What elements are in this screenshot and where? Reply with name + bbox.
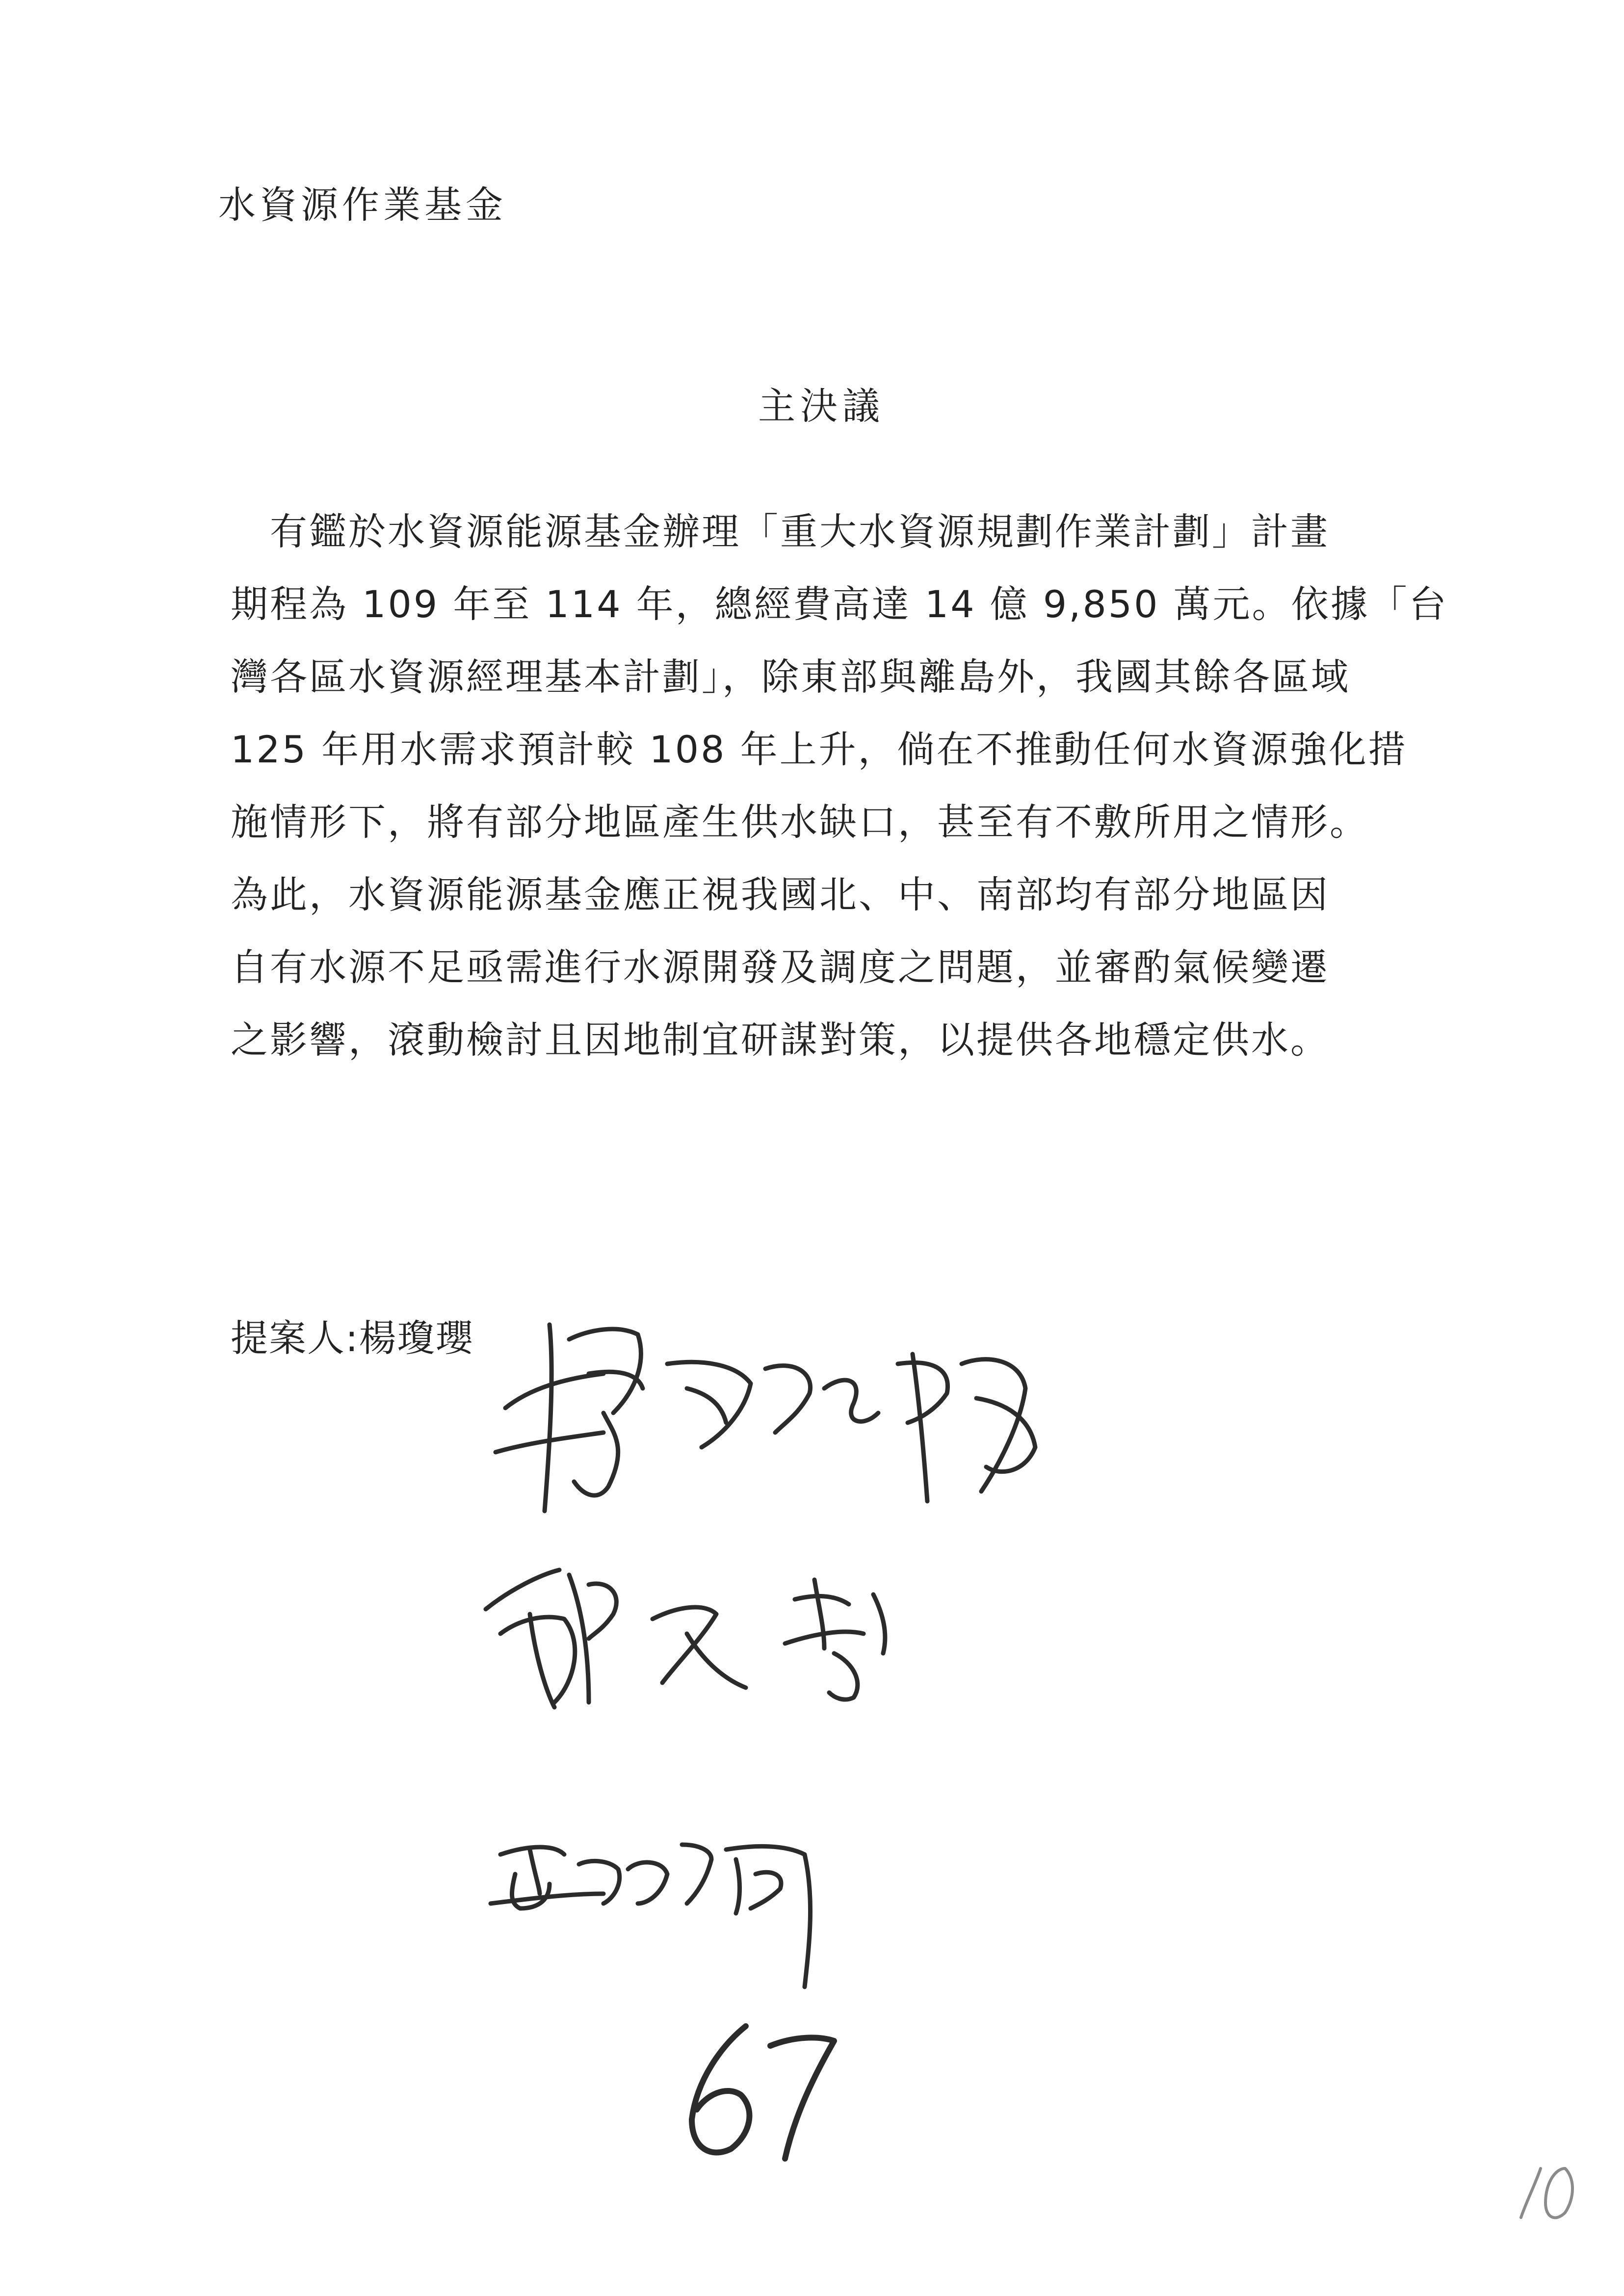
body-line: 之影響，滾動檢討且因地制宜研謀對策，以提供各地穩定供水。 — [231, 1018, 1330, 1062]
handwritten-corner-number — [1521, 2168, 1572, 2218]
resolution-title: 主決議 — [758, 384, 885, 428]
body-line: 灣各區水資源經理基本計劃」，除東部與離島外，我國其餘各區域 — [231, 655, 1350, 699]
body-line: 為此，水資源能源基金應正視我國北、中、南部均有部分地區因 — [231, 873, 1330, 916]
signature-3 — [491, 1845, 811, 1987]
body-line: 期程為 109 年至 114 年，總經費高達 14 億 9,850 萬元。依據「台 — [231, 582, 1448, 626]
body-line: 125 年用水需求預計較 108 年上升，倘在不推動任何水資源強化措 — [231, 728, 1408, 771]
body-line: 有鑑於水資源能源基金辦理「重大水資源規劃作業計劃」計畫 — [231, 510, 1330, 553]
body-line: 自有水源不足亟需進行水源開發及調度之問題，並審酌氣候變遷 — [231, 945, 1330, 989]
signature-2 — [486, 1570, 885, 1707]
proposer-name: 楊瓊瓔 — [359, 1316, 474, 1360]
handwritten-page-number — [692, 2026, 834, 2159]
proposer-label: 提案人: — [231, 1316, 359, 1360]
signature-1 — [496, 1325, 1035, 1511]
body-line: 施情形下，將有部分地區產生供水缺口，甚至有不敷所用之情形。 — [231, 800, 1369, 844]
document-header: 水資源作業基金 — [218, 183, 507, 227]
